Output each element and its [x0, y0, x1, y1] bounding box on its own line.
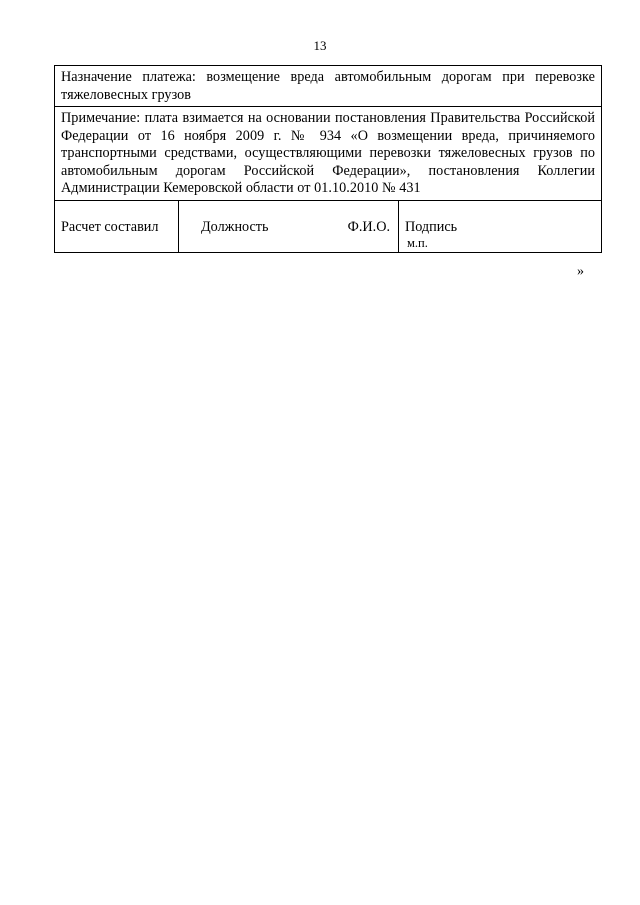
page-number: 13: [313, 38, 327, 53]
position-label: Должность: [201, 218, 269, 235]
payment-purpose-row: [55, 66, 601, 107]
payment-purpose-text: Назначение платежа: возмещение вреда автомобильным дорогам при перевозке тяжеловесных грузов: [61, 69, 595, 103]
signature-label: Подпись: [405, 218, 458, 235]
signature-row: [55, 201, 601, 252]
note-row: [55, 107, 601, 201]
compiled-by-cell: [55, 201, 179, 252]
stamp-label: м.п.: [407, 235, 428, 250]
payment-details-table: [54, 65, 602, 253]
note-text: Примечание: плата взимается на основании постановления Правительства Российской Федерации от 16 ноября 2009 г. № 934 «О возмещении вреда, причиняемого транспортными средствами, осуществляющими перевозки тяжеловесных грузов по автомобильным дорогам Российской Федерации», постановления Коллегии Администрации Кемеровской области от 01.10.2010 № 431: [61, 110, 595, 196]
signature-cell: [399, 201, 601, 252]
full-name-label: Ф.И.О.: [347, 218, 390, 235]
compiled-by-label: Расчет составил: [61, 218, 159, 235]
closing-quote: »: [577, 264, 584, 279]
position-name-cell: [179, 201, 399, 252]
